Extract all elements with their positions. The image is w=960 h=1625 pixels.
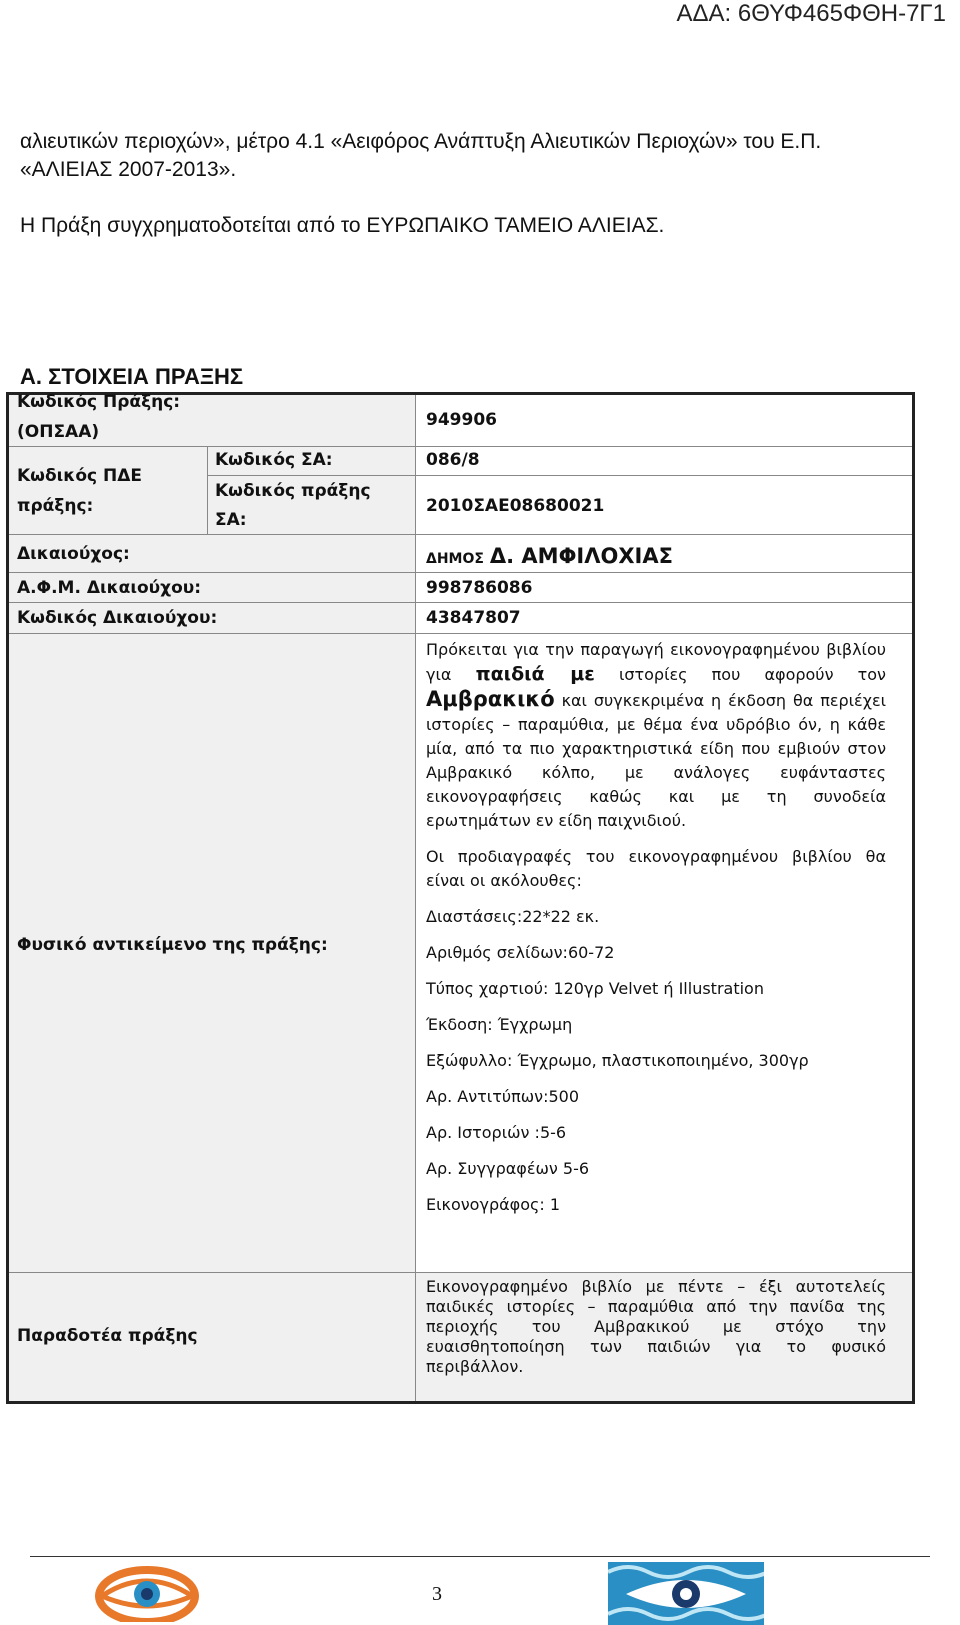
beneficiary-value-small: ΔΗΜΟΣ: [426, 551, 484, 567]
physical-paragraph-1: [426, 638, 886, 833]
section-title: Α. ΣΤΟΙΧΕΙΑ ΠΡΑΞΗΣ: [20, 364, 244, 389]
physical-label: Φυσικό αντικείμενο της πράξης:: [17, 935, 328, 955]
afm-value: 998786086: [426, 578, 533, 598]
row-beneficiary: [9, 535, 912, 573]
code-value: 43847807: [426, 608, 521, 628]
physical-p1-d: Αμβρακικό: [426, 687, 555, 711]
row-deliverables: [9, 1273, 912, 1401]
physical-p1-e: και συγκεκριμένα η έκδοση θα περιέχει ιστορίες – παραμύθια, με θέμα ένα υδρόβιο όν, η κάθε μία, από τα πιο χαρακτηριστικά είδη που εμβιούν στον Αμβρακικό κόλπο, με ανάλογες ευφάνταστες εικονογραφήσεις καθώς και με τη συνοδεία ερωτημάτων εν είδη παιχνιδιού.: [426, 691, 887, 830]
spec-stories: Αρ. Ιστοριών :5-6: [426, 1123, 567, 1142]
physical-p1-c: ιστορίες που αφορούν τον: [618, 665, 886, 684]
sa-praxis-label-1: Κωδικός πράξης: [215, 481, 371, 501]
code-label: Κωδικός Δικαιούχου:: [17, 608, 218, 628]
afm-label: Α.Φ.Μ. Δικαιούχου:: [17, 578, 202, 598]
spec-cover: Εξώφυλλο: Έγχρωμο, πλαστικοποιημένο, 300γρ: [426, 1051, 809, 1070]
deliverables-label: Παραδοτέα πράξης: [17, 1326, 198, 1346]
deliverables-value: Εικονογραφημένο βιβλίο με πέντε – έξι αυτοτελείς παιδικές ιστορίες – παραμύθια από την πανίδα της περιοχής του Αμβρακικού με στόχο την ευαισθητοποίηση των παιδιών για το φυσικό περιβάλλον.: [426, 1277, 886, 1376]
spec-dimensions: Διαστάσεις:22*22 εκ.: [426, 907, 600, 926]
spec-pages: Αριθμός σελίδων:60-72: [426, 943, 615, 962]
physical-p1-b: παιδιά με: [475, 663, 595, 685]
page-number: 3: [432, 1583, 442, 1605]
sa-value: 086/8: [426, 450, 480, 470]
opsaa-value: 949906: [426, 410, 497, 430]
physical-p1-a: Πρόκειται για την παραγωγή εικονογραφημένου βιβλίου για: [426, 640, 886, 684]
spec-copies: Αρ. Αντιτύπων:500: [426, 1087, 579, 1106]
row-opsaa: [9, 392, 912, 447]
project-details-table: [6, 392, 915, 1404]
row-physical: [9, 634, 912, 1273]
eye-logo-left-icon: [92, 1560, 202, 1622]
pde-label-2: πράξης:: [17, 496, 94, 516]
opsaa-label-2: (ΟΠΣΑΑ): [17, 422, 100, 442]
spec-paper: Τύπος χαρτιού: 120γρ Velvet ή Illustration: [426, 979, 764, 998]
intro-line-1: αλιευτικών περιοχών», μέτρο 4.1 «Αειφόρος Ανάπτυξη Αλιευτικών Περιοχών» του Ε.Π. «ΑΛΙΕΙΑΣ 2007-2013».: [20, 130, 822, 181]
spec-authors: Αρ. Συγγραφέων 5-6: [426, 1159, 590, 1178]
spec-edition: Έκδοση: Έγχρωμη: [426, 1015, 573, 1034]
row-afm: [9, 573, 912, 603]
beneficiary-value-big: Δ. ΑΜΦΙΛΟΧΙΑΣ: [489, 544, 673, 568]
intro-line-2: Η Πράξη συγχρηματοδοτείται από το ΕΥΡΩΠΑΙΚΟ ΤΑΜΕΙΟ ΑΛΙΕΙΑΣ.: [20, 214, 665, 237]
beneficiary-value: [426, 541, 673, 574]
intro-text: [20, 128, 910, 240]
spec-illustrator: Εικονογράφος: 1: [426, 1195, 561, 1214]
sa-praxis-value: 2010ΣΑΕ08680021: [426, 496, 605, 516]
beneficiary-label: Δικαιούχος:: [17, 544, 130, 564]
sa-praxis-label-2: ΣΑ:: [215, 510, 247, 530]
opsaa-label-1: Κωδικός Πράξης:: [17, 392, 181, 412]
physical-paragraph-2: Οι προδιαγραφές του εικονογραφημένου βιβλίου θα είναι οι ακόλουθες:: [426, 847, 886, 890]
physical-description: [426, 638, 886, 1217]
sa-label: Κωδικός ΣΑ:: [215, 450, 333, 470]
eye-logo-right-icon: [608, 1562, 764, 1625]
ada-code: ΑΔΑ: 6ΘΥΦ465ΦΘΗ-7Γ1: [676, 0, 946, 27]
pde-label-1: Κωδικός ΠΔΕ: [17, 466, 143, 486]
row-code: [9, 603, 912, 634]
row-pde: [9, 447, 912, 535]
footer-divider: [30, 1556, 930, 1557]
